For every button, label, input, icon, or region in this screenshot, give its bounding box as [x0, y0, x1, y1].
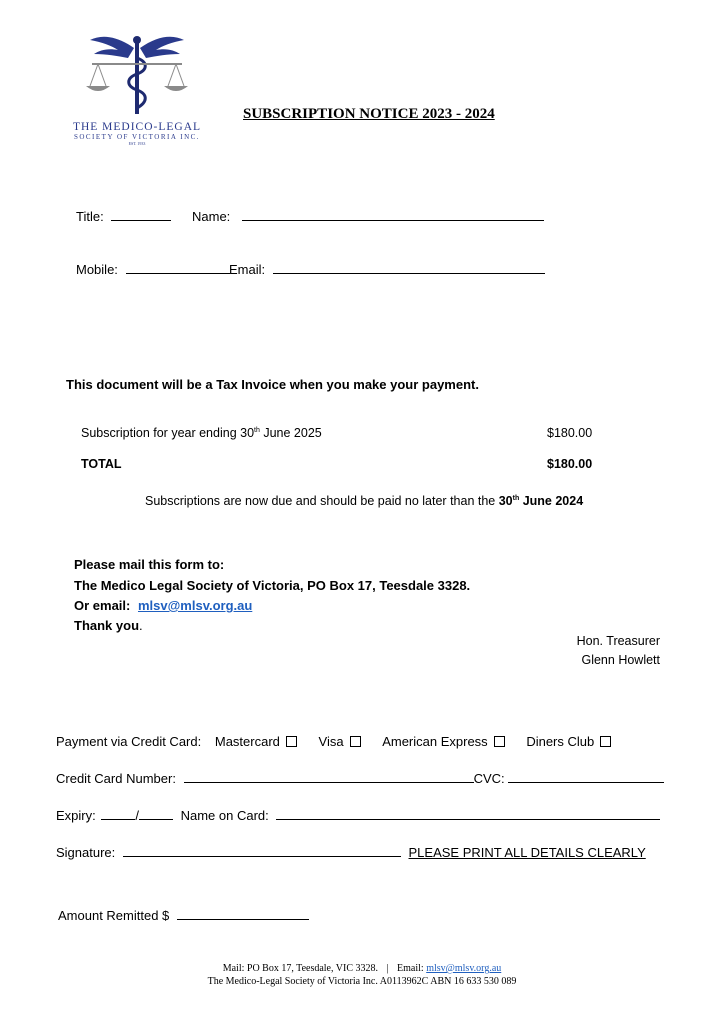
american-express-checkbox[interactable] — [494, 736, 505, 747]
total-amount: $180.00 — [547, 457, 593, 471]
logo-org-subname: SOCIETY OF VICTORIA INC. — [73, 133, 201, 141]
due-notice-text: Subscriptions are now due and should be paid no later than the — [145, 494, 499, 508]
visa-checkbox[interactable] — [350, 736, 361, 747]
page-title: SUBSCRIPTION NOTICE 2023 - 2024 — [243, 106, 495, 122]
footer-mail: Mail: PO Box 17, Teesdale, VIC 3328. — [222, 963, 379, 974]
title-input-line[interactable] — [111, 209, 171, 221]
expiry-separator: / — [135, 808, 139, 823]
option-diners-club[interactable]: Diners Club — [526, 734, 611, 749]
treasurer-role: Hon. Treasurer — [576, 634, 660, 648]
subscription-line-prefix: Subscription for year ending 30 — [81, 426, 255, 440]
footer-contact — [0, 963, 724, 974]
footer-separator: | — [386, 963, 389, 974]
amount-remitted-row — [58, 908, 309, 923]
mastercard-checkbox[interactable] — [286, 736, 297, 747]
name-on-card-label: Name on Card: — [180, 808, 269, 823]
mobile-field[interactable] — [76, 262, 230, 277]
due-date: 30th June 2024 — [498, 494, 584, 508]
subscription-amount: $180.00 — [547, 426, 593, 440]
name-on-card-input-line[interactable] — [276, 808, 660, 820]
expiry-label: Expiry: — [56, 808, 96, 823]
email-instructions-label: Or email: — [74, 598, 131, 613]
subscription-line-suffix: June 2025 — [259, 426, 322, 440]
footer-email-label: Email: — [397, 963, 424, 974]
title-label: Title: — [76, 209, 104, 224]
society-logo — [62, 28, 212, 148]
total-label: TOTAL — [81, 457, 122, 471]
expiry-month-input-line[interactable] — [101, 808, 135, 820]
caduceus-scales-emblem — [62, 28, 212, 118]
mail-address: The Medico Legal Society of Victoria, PO Box 17, Teesdale 3328. — [74, 578, 471, 593]
card-number-label: Credit Card Number: — [56, 771, 176, 786]
due-notice — [145, 494, 583, 508]
name-field[interactable] — [192, 209, 544, 224]
email-instructions — [74, 598, 252, 613]
title-field[interactable] — [76, 209, 171, 224]
society-email-link[interactable]: mlsv@mlsv.org.au — [137, 598, 253, 613]
subscription-line-sup: th — [254, 426, 260, 434]
name-input-line[interactable] — [242, 209, 544, 221]
card-number-input-line[interactable] — [184, 771, 474, 783]
treasurer-name: Glenn Howlett — [581, 653, 660, 667]
signature-input-line[interactable] — [123, 845, 401, 857]
thank-you: Thank you. — [74, 618, 143, 633]
cvc-label: CVC: — [473, 771, 505, 786]
option-mastercard[interactable]: Mastercard — [215, 734, 301, 749]
logo-org-name: THE MEDICO-LEGAL — [72, 121, 202, 133]
card-number-row — [56, 771, 664, 786]
subscription-line — [81, 426, 322, 440]
payment-via-label: Payment via Credit Card: — [56, 734, 202, 749]
email-input-line[interactable] — [273, 262, 545, 274]
email-field[interactable] — [229, 262, 545, 277]
expiry-year-input-line[interactable] — [139, 808, 173, 820]
mobile-label: Mobile: — [76, 262, 118, 277]
amount-remitted-label: Amount Remitted $ — [58, 908, 170, 923]
option-visa[interactable]: Visa — [319, 734, 365, 749]
option-american-express[interactable]: American Express — [382, 734, 508, 749]
amount-remitted-input-line[interactable] — [177, 908, 309, 920]
signature-row — [56, 845, 646, 860]
tax-invoice-notice: This document will be a Tax Invoice when you make your payment. — [66, 377, 479, 392]
print-clearly-note: PLEASE PRINT ALL DETAILS CLEARLY — [408, 845, 646, 860]
logo-est: EST. 1933 — [128, 141, 146, 146]
footer-registration: The Medico-Legal Society of Victoria Inc. A0113962C ABN 16 633 530 089 — [207, 976, 517, 987]
cvc-input-line[interactable] — [508, 771, 664, 783]
signature-label: Signature: — [56, 845, 116, 860]
expiry-row — [56, 808, 660, 823]
name-label: Name: — [192, 209, 231, 224]
mail-instructions-heading: Please mail this form to: — [74, 557, 225, 572]
mobile-input-line[interactable] — [126, 262, 230, 274]
payment-method-row — [56, 734, 611, 749]
footer-email-link[interactable]: mlsv@mlsv.org.au — [426, 963, 502, 974]
diners-club-checkbox[interactable] — [600, 736, 611, 747]
email-label: Email: — [229, 262, 266, 277]
